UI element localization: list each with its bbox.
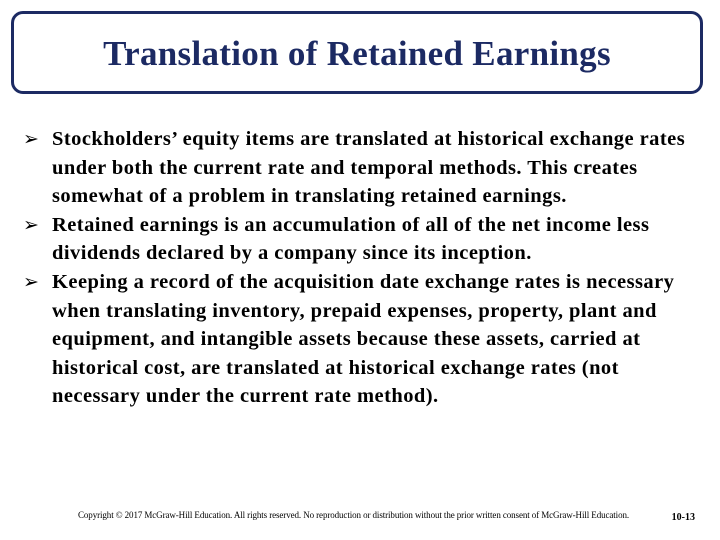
- bullet-item: [22, 125, 698, 211]
- copyright-footer: Copyright © 2017 McGraw-Hill Education. All rights reserved. No reproduction or distribution without the prior written consent of McGraw-Hill Education.: [78, 510, 630, 520]
- arrow-bullet-icon: ➢: [23, 128, 40, 150]
- slide-title: Translation of Retained Earnings: [103, 33, 611, 73]
- bullet-list: [22, 125, 698, 411]
- arrow-bullet-icon: ➢: [23, 270, 40, 293]
- bullet-item: [22, 268, 698, 411]
- page-number: 10-13: [671, 512, 695, 523]
- bullet-item: [22, 211, 698, 268]
- arrow-bullet-icon: ➢: [23, 213, 40, 236]
- bullet-text: Keeping a record of the acquisition date exchange rates is necessary when translating inventory, prepaid expenses, property, plant and equipment, and intangible assets because these assets, carried at historical cost, are translated at historical exchange rates (not necessary under the current rate method).: [52, 270, 675, 408]
- title-box: [11, 11, 703, 94]
- bullet-text: Retained earnings is an accumulation of all of the net income less dividends declared by a company since its inception.: [52, 213, 650, 265]
- bullet-text: Stockholders’ equity items are translated at historical exchange rates under both the current rate and temporal methods. This creates somewhat of a problem in translating retained earnings.: [52, 128, 686, 208]
